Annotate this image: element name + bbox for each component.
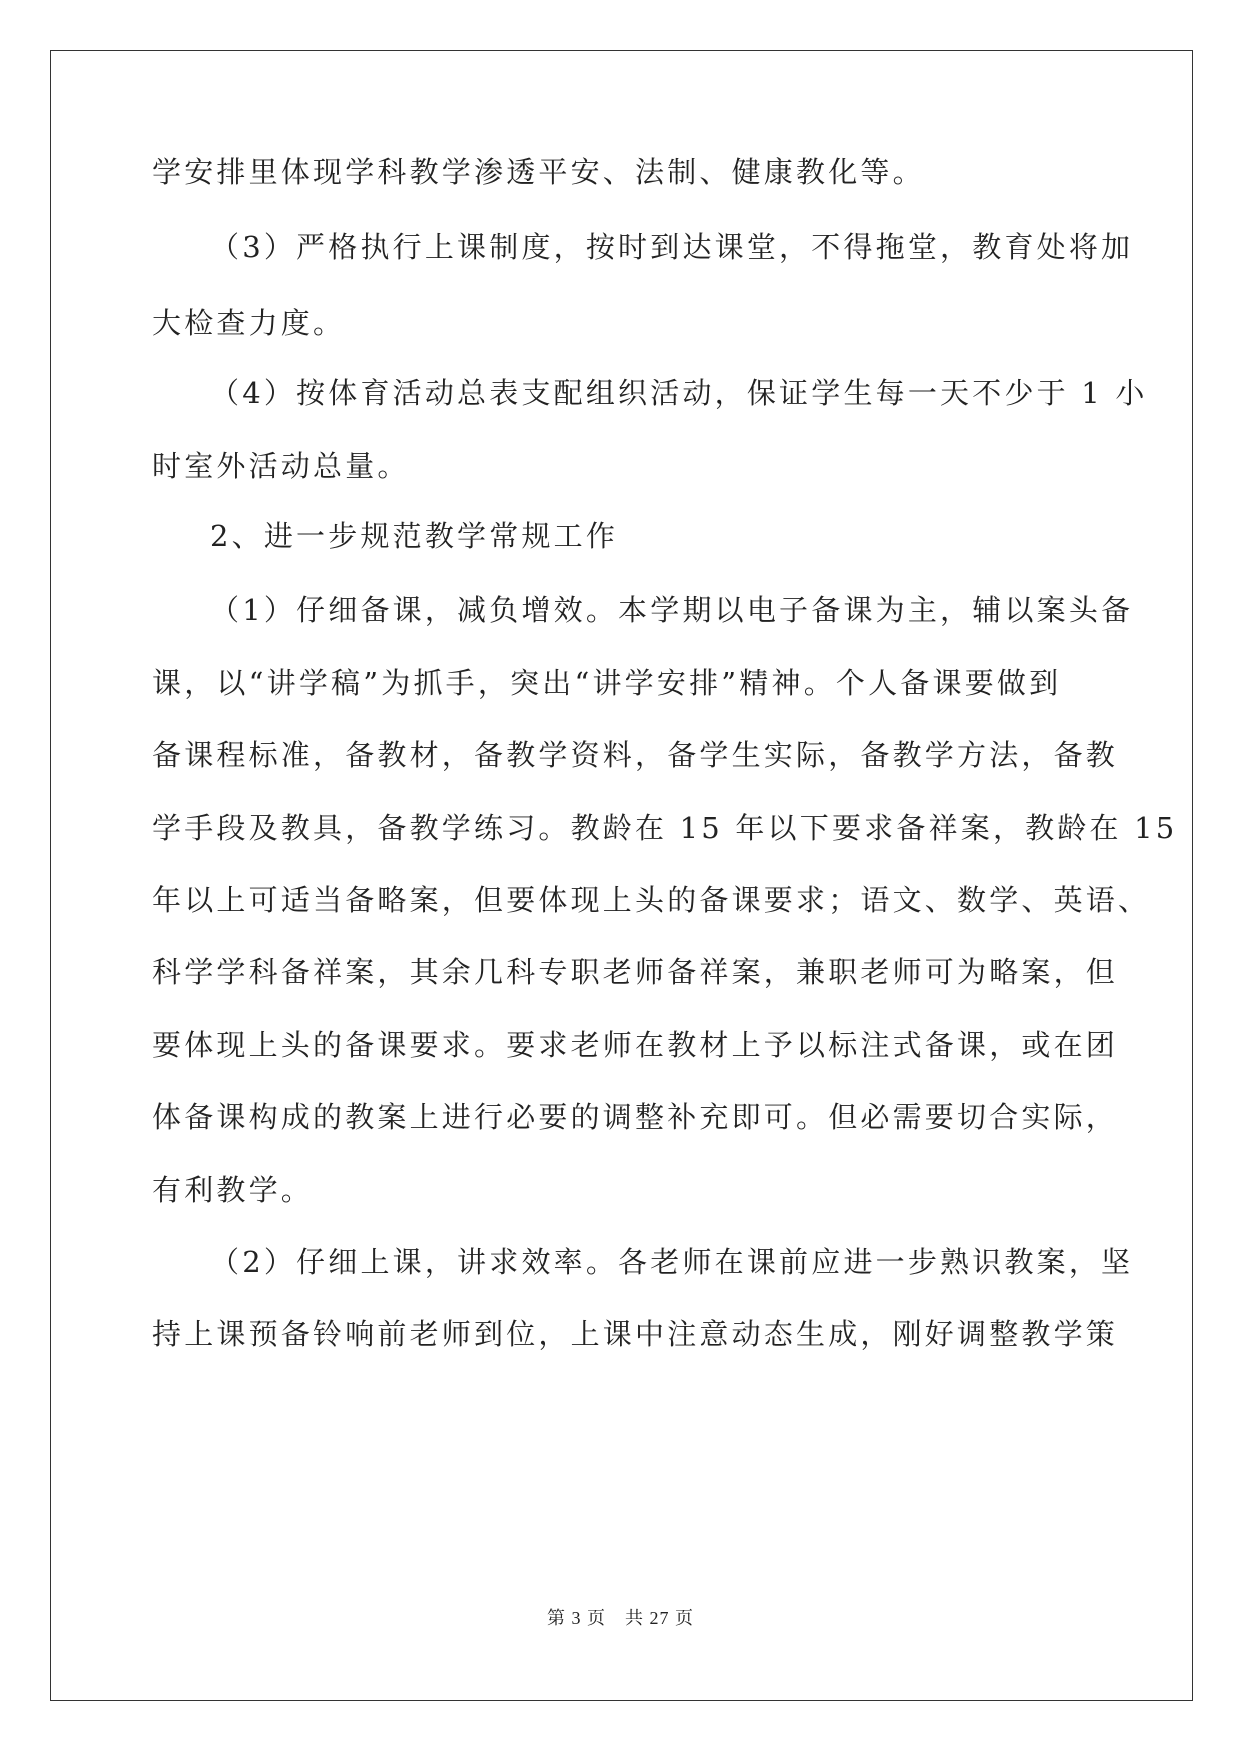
body-line-2: （3）严格执行上课制度，按时到达课堂，不得拖堂，教育处将加 bbox=[210, 230, 1134, 264]
body-line-12: 科学学科备祥案，其余几科专职老师备祥案，兼职老师可为略案，但 bbox=[152, 955, 1119, 989]
section-heading: 2、进一步规范教学常规工作 bbox=[210, 519, 619, 553]
body-line-5: 时室外活动总量。 bbox=[152, 449, 410, 483]
body-line-15: 有利教学。 bbox=[152, 1173, 314, 1207]
body-line-9: 备课程标准，备教材，备教学资料，备学生实际，备教学方法，备教 bbox=[152, 738, 1119, 772]
body-line-8: 课，以“讲学稿”为抓手，突出“讲学安排”精神。个人备课要做到 bbox=[152, 666, 1062, 700]
body-line-10: 学手段及教具，备教学练习。教龄在 15 年以下要求备祥案，教龄在 15 bbox=[152, 811, 1178, 845]
body-line-17: 持上课预备铃响前老师到位，上课中注意动态生成，刚好调整教学策 bbox=[152, 1317, 1119, 1351]
page-border bbox=[50, 50, 1193, 1701]
body-line-1: 学安排里体现学科教学渗透平安、法制、健康教化等。 bbox=[152, 155, 925, 189]
body-line-4: （4）按体育活动总表支配组织活动，保证学生每一天不少于 1 小 bbox=[210, 376, 1148, 410]
body-line-16: （2）仔细上课，讲求效率。各老师在课前应进一步熟识教案，坚 bbox=[210, 1245, 1134, 1279]
body-line-7: （1）仔细备课，减负增效。本学期以电子备课为主，辅以案头备 bbox=[210, 593, 1134, 627]
body-line-13: 要体现上头的备课要求。要求老师在教材上予以标注式备课，或在团 bbox=[152, 1028, 1119, 1062]
body-line-11: 年以上可适当备略案，但要体现上头的备课要求；语文、数学、英语、 bbox=[152, 883, 1151, 917]
body-line-14: 体备课构成的教案上进行必要的调整补充即可。但必需要切合实际， bbox=[152, 1100, 1119, 1134]
body-line-3: 大检查力度。 bbox=[152, 306, 346, 340]
page-number-footer: 第 3 页 共 27 页 bbox=[547, 1608, 694, 1628]
